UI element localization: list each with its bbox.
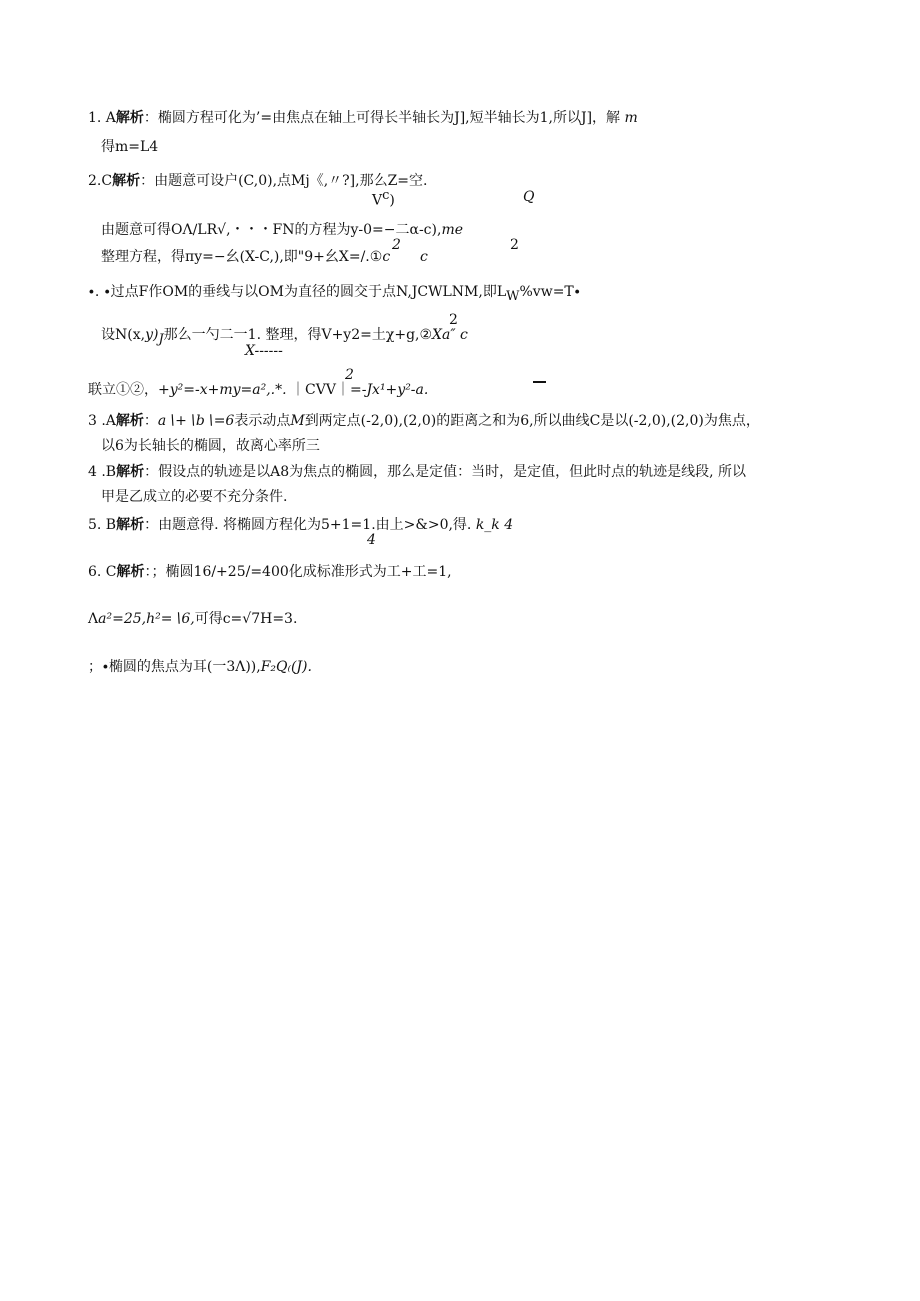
q2-under-x: X------ bbox=[245, 343, 283, 359]
q1-line1 bbox=[88, 109, 638, 127]
q2-sup-2b: 2 bbox=[345, 367, 354, 383]
q4-line2: 甲是乙成立的必要不充分条件. bbox=[101, 489, 288, 505]
q2-sup-2: 2 bbox=[449, 312, 458, 328]
q3-line1: 3 .A解析：a∖+∖b∖=6表示动点M到两定点(-2,0),(2,0)的距离之和为6,所以曲线C是以(-2,0),(2,0)为焦点， bbox=[88, 413, 760, 429]
q1-label: 解析 bbox=[115, 110, 144, 126]
q2-line3: 整理方程，得πy=−幺(X-C,),即"9+幺X=/.①c bbox=[101, 249, 391, 265]
q2-text: ：由题意可设户(C,0),点Mj《,〃?],那么Z=空. bbox=[140, 173, 428, 189]
q2-line5: 设$N(x,y)_J$那么一勺二一1. 整理，得V+y2=土χ+g,②Xa″ c bbox=[101, 327, 468, 347]
q2-line6: 联立①②，+y²=-x+my=a²,.*. ｜CVV｜=-Jx¹+y²-a. bbox=[88, 382, 429, 398]
q2-right-q: Q bbox=[523, 189, 535, 205]
q1-number: 1. A bbox=[88, 110, 116, 126]
q2-sub-c: c bbox=[420, 249, 428, 265]
q2-dash bbox=[533, 381, 546, 383]
q6-line1: 6. C解析：；椭圆16/+25/=400化成标准形式为工+工=1, bbox=[88, 564, 452, 580]
q6-line3: ；∙椭圆的焦点为耳(一3Λ)),F₂Q₍(J). bbox=[88, 659, 312, 675]
q1-text: ：椭圆方程可化为’=由焦点在轴上可得长半轴长为J],短半轴长为1,所以J]，解 bbox=[143, 110, 621, 126]
q2-sub-2a: 2 bbox=[392, 237, 401, 253]
q2-label: 解析 bbox=[112, 173, 141, 189]
q2-above-frac: $V^c$) bbox=[372, 188, 395, 209]
q2-line4: ∙. ∙过点F作OM的垂线与以OM为直径的圆交于点N,JCWLNM,即$L_W\%vw=T\cdot$ bbox=[88, 284, 581, 304]
q1-line2: 得m=L4 bbox=[101, 139, 159, 155]
q4-line1: 4 .B解析：假设点的轨迹是以A8为焦点的椭圆，那么是定值：当时，是定值，但此时点的轨迹是线段, 所以 bbox=[88, 464, 747, 480]
q6-line2: Λa²=25,h²=∖6,可得c=√7H=3. bbox=[88, 611, 298, 627]
q3-line2: 以6为长轴长的椭圆，故离心率所三 bbox=[101, 438, 320, 454]
q2-number: 2.C bbox=[88, 173, 113, 189]
q5-line1: 5. B解析：由题意得. 将椭圆方程化为5+1=1.由上>&>0,得. k_k 4 bbox=[88, 517, 514, 533]
q1-var: m bbox=[624, 110, 638, 126]
q2-line2: 由题意可得OΛ∕LR√,・・・FN的方程为y-0=−二α-c),me bbox=[101, 222, 463, 238]
q2-sub-2b: 2 bbox=[510, 237, 519, 253]
q5-below: 4 bbox=[367, 532, 376, 548]
